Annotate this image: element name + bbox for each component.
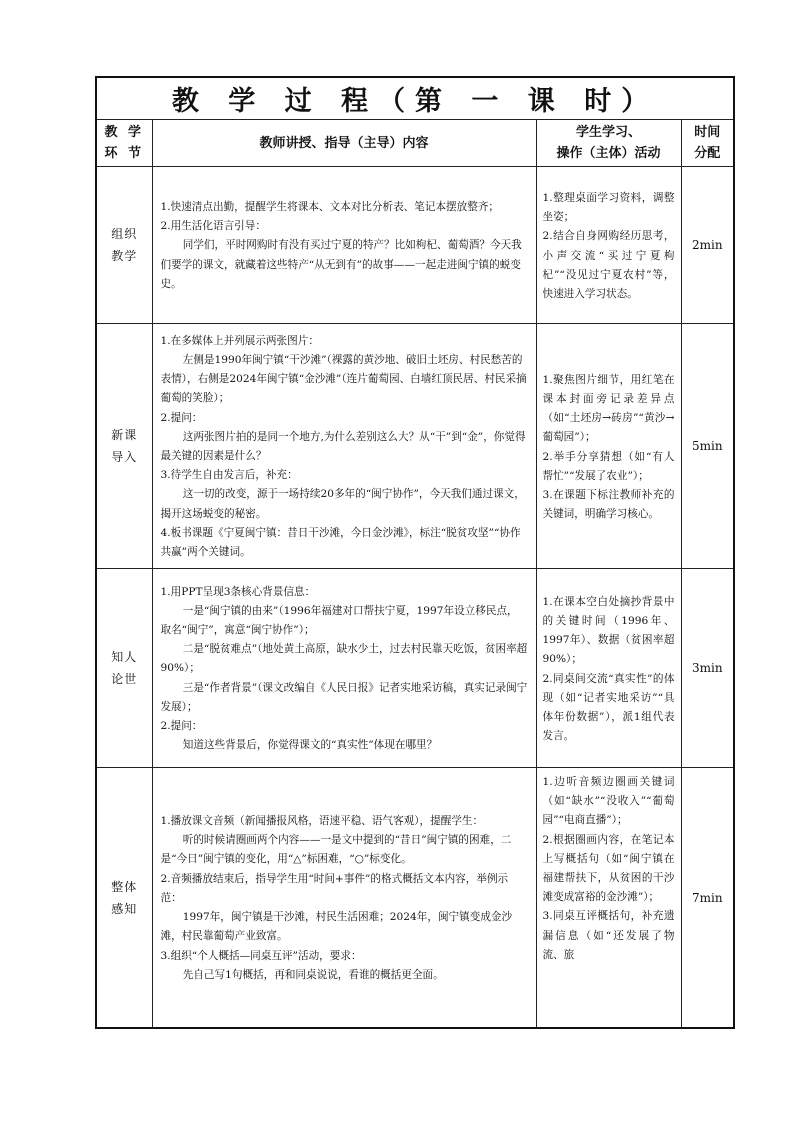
student-activity: 1.整理桌面学习资料，调整坐姿； 2.结合自身网购经历思考，小声交流“买过宁夏枸杞”“没见过宁夏农村”等，快速进入学习状态。: [536, 167, 681, 324]
student-activity: 1.在课本空白处摘抄背景中的关键时间（1996年、1997年）、数据（贫困率超90%）； 2.同桌间交流“真实性”的体现（如“记者实地采访”“具体年份数据”），派1组代表发言。: [536, 569, 681, 768]
student-activity: 1.聚焦图片细节，用红笔在课本封面旁记录差异点（如“土坯房→砖房”“黄沙→葡萄园”）； 2.举手分享猜想（如“有人帮忙”“发展了农业”）； 3.在课题下标注教师补充的关键词，明确学习核心。: [536, 324, 681, 569]
teacher-content: 1.播放课文音频（新闻播报风格，语速平稳、语气客观），提醒学生： 听的时候请圈画两个内容——一是文中提到的“昔日”闽宁镇的困难，二是“今日”闽宁镇的变化，用“△”标困难，“○”标变化。 2.音频播放结束后，指导学生用“时间+事件”的格式概括文本内容，举例示范： 1997年，闽宁镇是干沙滩，村民生活困难；2024年，闽宁镇变成金沙滩，村民靠葡萄产业致富。 3.组织“个人概括—同桌互评”活动，要求： 先自己写1句概括，再和同桌说说，看谁的概括更全面。: [152, 768, 536, 1029]
section-label: 整体 感知: [96, 768, 152, 1029]
header-student: 学生学习、 操作（主体）活动: [536, 120, 681, 167]
header-teacher: 教师讲授、指导（主导）内容: [152, 120, 536, 167]
time-allocation: 5min: [681, 324, 734, 569]
table-row: [96, 324, 734, 569]
section-label: 知人 论世: [96, 569, 152, 768]
table-row: [96, 569, 734, 768]
time-allocation: 7min: [681, 768, 734, 1029]
header-time: 时间 分配: [681, 120, 734, 167]
page-title: 教 学 过 程（第 一 课 时）: [96, 77, 734, 120]
header-section: 教 学 环 节: [96, 120, 152, 167]
teacher-content: 1.快速清点出勤，提醒学生将课本、文本对比分析表、笔记本摆放整齐； 2.用生活化语言引导： 同学们，平时网购时有没有买过宁夏的特产？比如枸杞、葡萄酒？今天我们要学的课文，就藏着这些特产“从无到有”的故事——一起走进闽宁镇的蜕变史。: [152, 167, 536, 324]
teacher-content: 1.用PPT呈现3条核心背景信息： 一是“闽宁镇的由来”（1996年福建对口帮扶宁夏，1997年设立移民点，取名“闽宁”，寓意“闽宁协作”）； 二是“脱贫难点”（地处黄土高原，缺水少土，过去村民靠天吃饭，贫困率超90%）； 三是“作者背景”（课文改编自《人民日报》记者实地采访稿，真实记录闽宁发展）； 2.提问： 知道这些背景后，你觉得课文的“真实性”体现在哪里？: [152, 569, 536, 768]
teacher-content: 1.在多媒体上并列展示两张图片： 左侧是1990年闽宁镇“干沙滩”（裸露的黄沙地、破旧土坯房、村民愁苦的表情），右侧是2024年闽宁镇“金沙滩”（连片葡萄园、白墙红顶民居、村民采摘葡萄的笑脸）； 2.提问： 这两张图片拍的是同一个地方,为什么差别这么大？从“干”到“金”，你觉得最关键的因素是什么？ 3.待学生自由发言后，补充： 这一切的改变，源于一场持续20多年的“闽宁协作”，今天我们通过课文，揭开这场蜕变的秘密。 4.板书课题《宁夏闽宁镇：昔日干沙滩，今日金沙滩》，标注“脱贫攻坚”“协作共赢”两个关键词。: [152, 324, 536, 569]
time-allocation: 2min: [681, 167, 734, 324]
time-allocation: 3min: [681, 569, 734, 768]
lesson-process-table: [95, 76, 735, 1029]
section-label: 新课 导入: [96, 324, 152, 569]
section-label: 组织 教学: [96, 167, 152, 324]
table-row: [96, 768, 734, 1029]
student-activity: 1.边听音频边圈画关键词（如“缺水”“没收入”“葡萄园”“电商直播”）； 2.根据圈画内容，在笔记本上写概括句（如“闽宁镇在福建帮扶下，从贫困的干沙滩变成富裕的金沙滩”）； 3.同桌互评概括句，补充遗漏信息（如“还发展了物流、旅: [536, 768, 681, 1029]
table-row: [96, 167, 734, 324]
